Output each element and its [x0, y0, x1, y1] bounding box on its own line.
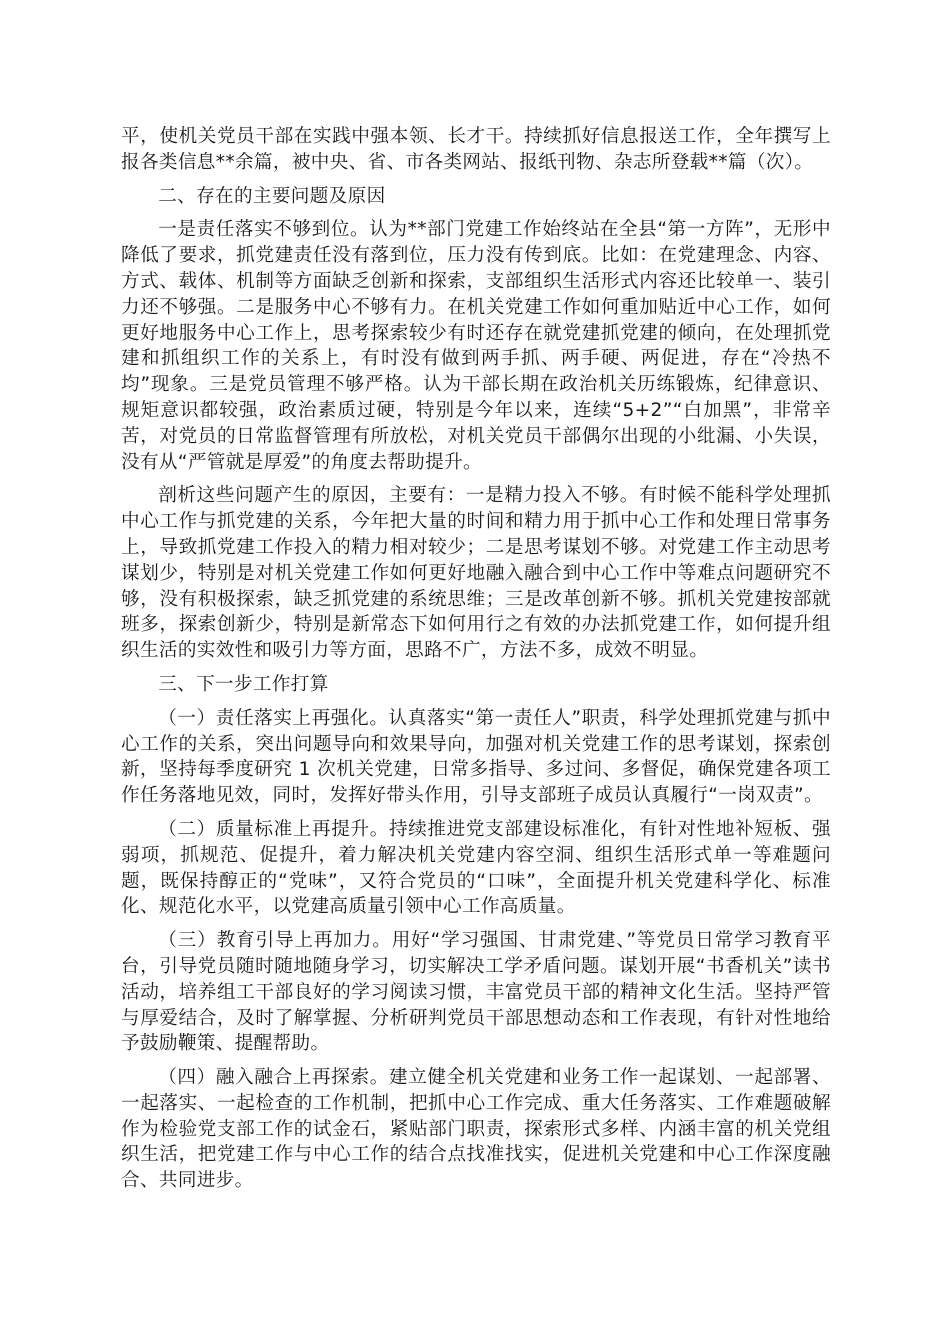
section-heading-problems: 二、存在的主要问题及原因 [158, 185, 386, 207]
paragraph-plan-1: （一）责任落实上再强化。认真落实“第一责任人”职责，科学处理抓党建与抓中心工作的关系，突出问题导向和效果导向，加强对机关党建工作的思考谋划，探索创新，坚持每季度研究 1 次机关党建，日常多指导、多过问、多督促，确保党建各项工作任务落地见效，同时，发挥好带头作用，引导支部班子成员认真履行“一岗双责”。 [121, 707, 831, 807]
paragraph-plan-2: （二）质量标准上再提升。持续推进党支部建设标准化，有针对性地补短板、强弱项，抓规范、促提升，着力解决机关党建内容空洞、组织生活形式单一等难题问题，既保持醇正的“党味”，又符合党员的“口味”，全面提升机关党建科学化、标准化、规范化水平，以党建高质量引领中心工作高质量。 [121, 818, 831, 918]
section-heading-next-steps: 三、下一步工作打算 [158, 673, 329, 695]
document-page [121, 124, 831, 1202]
paragraph-continuation: 平，使机关党员干部在实践中强本领、长才干。持续抓好信息报送工作，全年撰写上报各类信息**余篇，被中央、省、市各类网站、报纸刊物、杂志所登载**篇（次）。 [121, 126, 831, 173]
paragraph-plan-3: （三）教育引导上再加力。用好“学习强国、甘肃党建、”等党员日常学习教育平台，引导党员随时随地随身学习，切实解决工学矛盾问题。谋划开展“书香机关”读书活动，培养组工干部良好的学习阅读习惯，丰富党员干部的精神文化生活。坚持严管与厚爱结合，及时了解掌握、分析研判党员干部思想动态和工作表现，有针对性地给予鼓励鞭策、提醒帮助。 [121, 930, 831, 1055]
paragraph-causes: 剖析这些问题产生的原因，主要有：一是精力投入不够。有时候不能科学处理抓中心工作与抓党建的关系，今年把大量的时间和精力用于抓中心工作和处理日常事务上，导致抓党建工作投入的精力相对较少；二是思考谋划不够。对党建工作主动思考谋划少，特别是对机关党建工作如何更好地融入融合到中心工作中等难点问题研究不够，没有积极探索，缺乏抓党建的系统思维；三是改革创新不够。抓机关党建按部就班多，探索创新少，特别是新常态下如何用行之有效的办法抓党建工作，如何提升组织生活的实效性和吸引力等方面，思路不广，方法不多，成效不明显。 [121, 485, 831, 662]
paragraph-plan-4: （四）融入融合上再探索。建立健全机关党建和业务工作一起谋划、一起部署、一起落实、一起检查的工作机制，把抓中心工作完成、重大任务落实、工作难题破解作为检验党支部工作的试金石，紧贴部门职责，探索形式多样、内涵丰富的机关党组织生活，把党建工作与中心工作的结合点找准找实，促进机关党建和中心工作深度融合、共同进步。 [121, 1067, 831, 1192]
paragraph-problems: 一是责任落实不够到位。认为**部门党建工作始终站在全县“第一方阵”，无形中降低了要求，抓党建责任没有落到位，压力没有传到底。比如：在党建理念、内容、方式、载体、机制等方面缺乏创新和探索，支部组织生活形式内容还比较单一、装引力还不够强。二是服务中心不够有力。在机关党建工作如何重加贴近中心工作，如何更好地服务中心工作上，思考探索较少有时还存在就党建抓党建的倾向，在处理抓党建和抓组织工作的关系上，有时没有做到两手抓、两手硬、两促进，存在“冷热不均”现象。三是党员管理不够严格。认为干部长期在政治机关历练锻炼，纪律意识、规矩意识都较强，政治素质过硬，特别是今年以来，连续“5+2”“白加黑”，非常辛苦，对党员的日常监督管理有所放松，对机关党员干部偶尔出现的小纰漏、小失误，没有从“严管就是厚爱”的角度去帮助提升。 [121, 219, 831, 473]
